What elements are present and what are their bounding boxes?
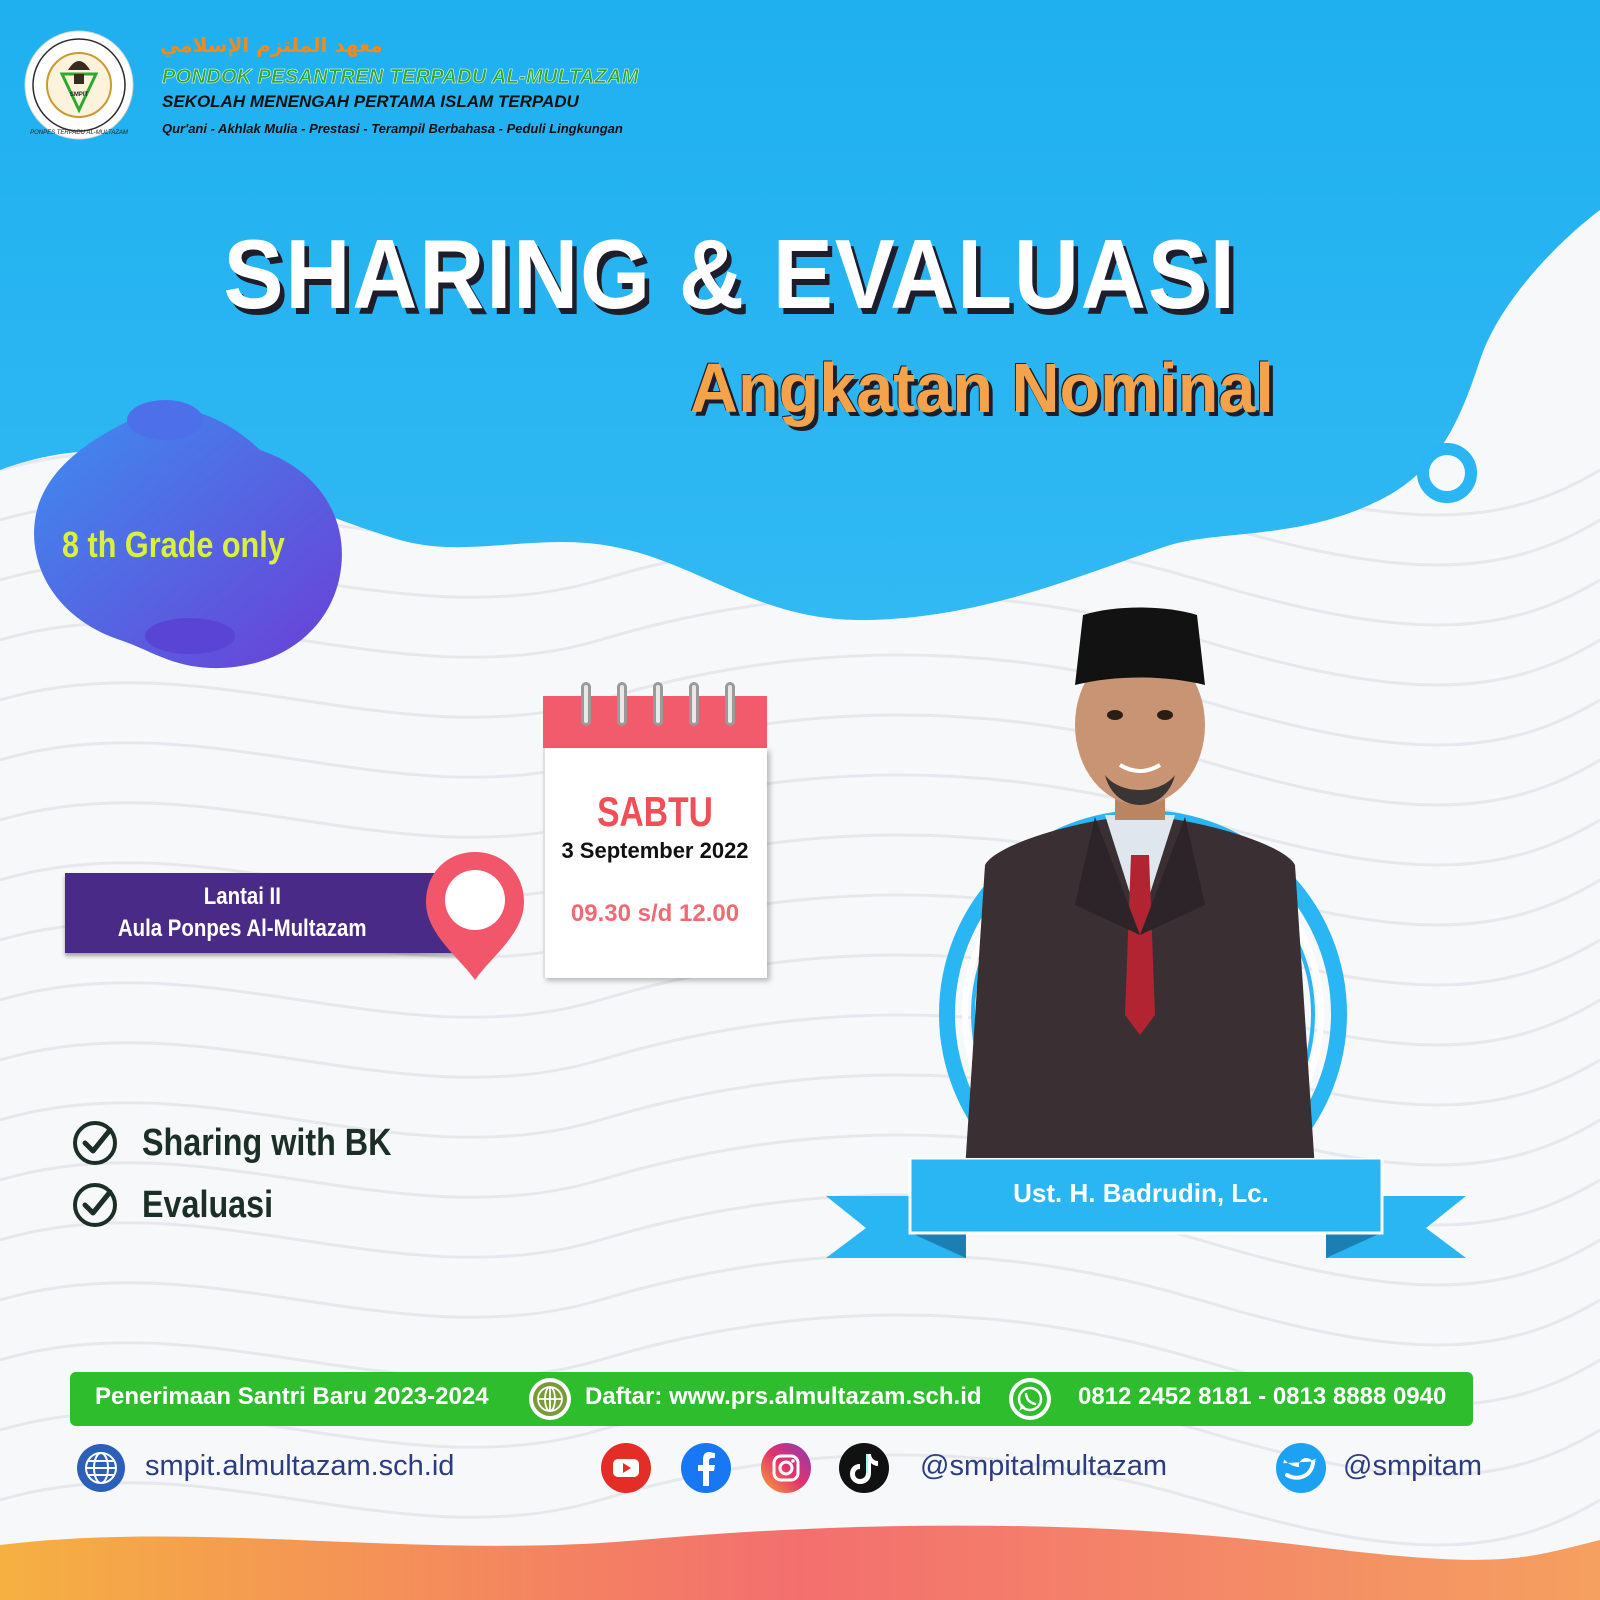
- event-day: SABTU: [597, 788, 713, 835]
- calendar-ring-icon: [617, 682, 627, 726]
- speaker-name: Ust. H. Badrudin, Lc.: [1013, 1178, 1269, 1208]
- map-pin-icon: [420, 848, 530, 983]
- location-floor: Lantai II: [203, 883, 282, 910]
- calendar-ring-icon: [581, 682, 591, 726]
- register-link[interactable]: Daftar: www.prs.almultazam.sch.id: [585, 1383, 982, 1410]
- event-title: SHARING & EVALUASI: [223, 219, 1237, 329]
- twitter-handle[interactable]: @smpitam: [1343, 1450, 1483, 1482]
- school-logo: [24, 30, 134, 140]
- website-link[interactable]: smpit.almultazam.sch.id: [145, 1450, 455, 1482]
- school-name: SEKOLAH MENENGAH PERTAMA ISLAM TERPADU: [162, 92, 579, 111]
- location-banner: [65, 873, 460, 953]
- whatsapp-icon: [1007, 1376, 1053, 1422]
- speaker-photo: [955, 605, 1325, 1170]
- instagram-icon[interactable]: [760, 1442, 812, 1494]
- social-handle[interactable]: @smpitalmultazam: [920, 1450, 1167, 1482]
- location-hall: Aula Ponpes Al-Multazam: [118, 915, 367, 942]
- calendar-ring-icon: [725, 682, 735, 726]
- check-circle-icon: [70, 1180, 120, 1230]
- calendar-ring-icon: [653, 682, 663, 726]
- school-motto: Qur'ani - Akhlak Mulia - Prestasi - Terampil Berbahasa - Peduli Lingkungan: [162, 121, 623, 136]
- logo-ring-text: PONPES TERPADU AL-MULTAZAM: [30, 130, 128, 136]
- twitter-icon[interactable]: [1275, 1442, 1327, 1494]
- agenda-item: [70, 1118, 435, 1168]
- arabic-institution-name: معهد الملتزم الإسلامي: [160, 33, 383, 57]
- admission-text: Penerimaan Santri Baru 2023-2024: [95, 1383, 489, 1410]
- event-calendar: [543, 696, 767, 978]
- audience-badge: 8 th Grade only: [62, 524, 285, 565]
- agenda-label: Sharing with BK: [142, 1121, 392, 1164]
- phone-numbers[interactable]: 0812 2452 8181 - 0813 8888 0940: [1078, 1383, 1447, 1410]
- agenda-item: [70, 1180, 296, 1230]
- calendar-ring-icon: [689, 682, 699, 726]
- youtube-icon[interactable]: [600, 1442, 652, 1494]
- event-time: 09.30 s/d 12.00: [570, 900, 740, 927]
- agenda-label: Evaluasi: [142, 1183, 274, 1226]
- institution-name: PONDOK PESANTREN TERPADU AL-MULTAZAM: [162, 66, 639, 88]
- speaker-ribbon: [826, 1158, 1466, 1268]
- event-date: 3 September 2022: [561, 838, 749, 863]
- event-subtitle: Angkatan Nominal: [690, 349, 1274, 427]
- facebook-icon[interactable]: [680, 1442, 732, 1494]
- check-circle-icon: [70, 1118, 120, 1168]
- tiktok-icon[interactable]: [838, 1442, 890, 1494]
- globe-icon: [527, 1376, 573, 1422]
- logo-inner-text: SMPIT: [69, 92, 89, 98]
- globe-icon: [75, 1442, 127, 1494]
